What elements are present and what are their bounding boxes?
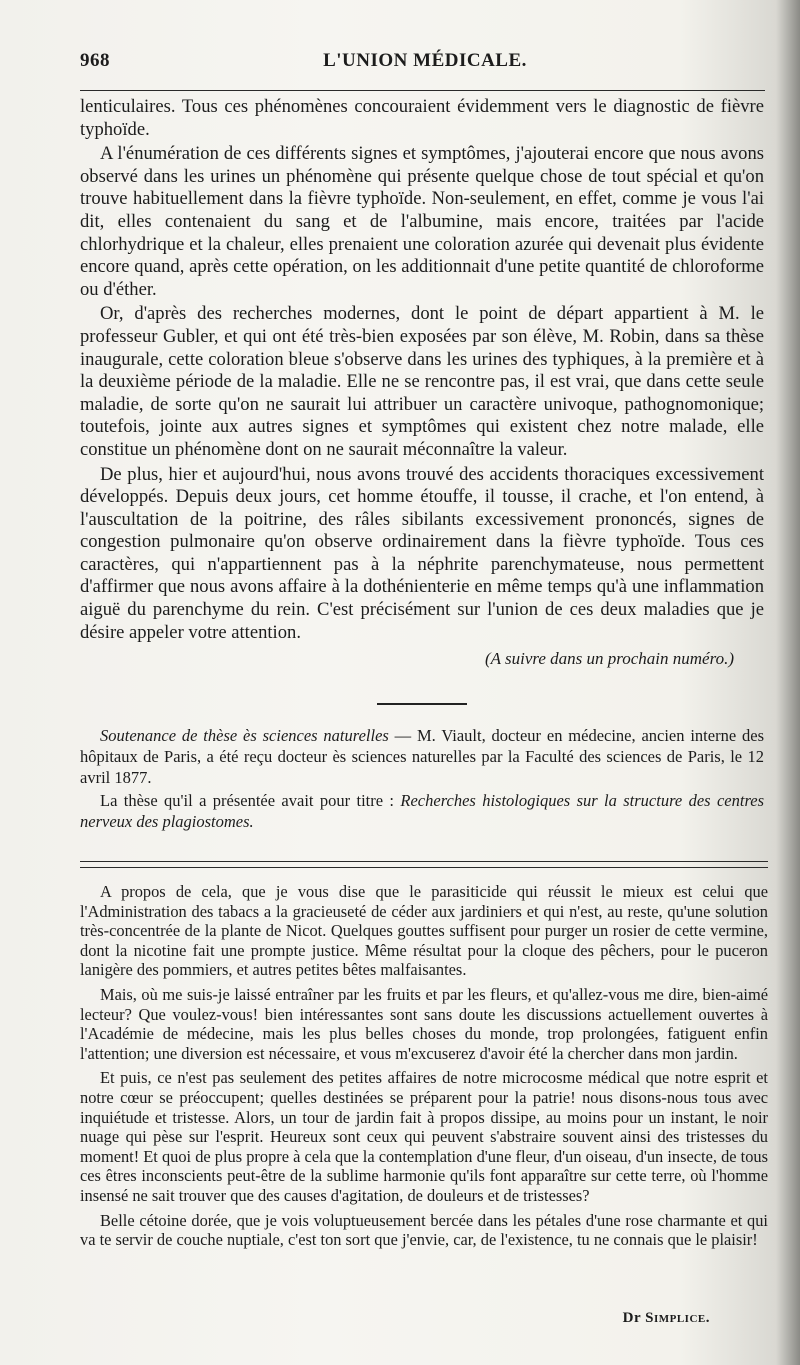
notice-paragraph [80,725,764,788]
feuilleton-paragraph: Belle cétoine dorée, que je vois voluptueusement bercée dans les pétales d'une rose charmante et qui va te servir de couche nuptiale, c'est ton sort que j'envie, car, de l'existence, tu ne connais que le plaisir! [80,1210,768,1250]
article-paragraph: A l'énumération de ces différents signes et symptômes, j'ajouterai encore que nous avons observé dans les urines un phénomène qui présente quelque chose de tout spécial et qu'on trouve habituellement dans la fièvre typhoïde. Non-seulement, en effet, comme je vous l'ai dit, elles contenaient du sang et de l'albumine, mais encore, traitées par l'acide chlorhydrique et la chaleur, elles prenaient une coloration azurée qui devenait plus évidente encore quand, après cette opération, on les additionnait d'une petite quantité de chloroforme ou d'éther. [80,143,764,300]
article-paragraph: lenticulaires. Tous ces phénomènes concouraient évidemment vers le diagnostic de fièvre typhoïde. [80,96,764,140]
header-rule [80,90,765,91]
thesis-intro: La thèse qu'il a présentée avait pour titre : [100,790,401,810]
page-number: 968 [80,50,110,71]
article-paragraph: De plus, hier et aujourd'hui, nous avons trouvé des accidents thoraciques excessivement développés. Depuis deux jours, cet homme étouffe, il tousse, il crache, et l'on entend, à l'auscultation de la poitrine, des râles sibilants excessivement prononcés, signes de congestion pulmonaire qu'on observe ordinairement dans la fièvre typhoïde. Tous ces caractères, qui n'appartiennent pas à la néphrite parenchymateuse, nous permettent d'affirmer que nous avons affaire à la dothénienterie en même temps qu'à une inflammation aiguë du parenchyme du rein. C'est précisément sur l'union de ces deux maladies que je désire appeler votre attention. [80,463,764,643]
running-title: L'UNION MÉDICALE. [323,50,527,71]
to-be-continued-note: (A suivre dans un prochain numéro.) [485,649,734,669]
article-body [80,96,764,832]
signature-name: Simplice. [645,1310,710,1326]
article-paragraph: Or, d'après des recherches modernes, dont le point de départ appartient à M. le professeur Gubler, et qui ont été très-bien exposées par son élève, M. Robin, dans sa thèse inaugurale, cette coloration bleue s'observe dans les urines des typhiques, à la première et à la deuxième période de la maladie. Elle ne se rencontre pas, il est vrai, que dans cette seule maladie, de sorte qu'on ne saurait lui attribuer un caractère univoque, pathognomonique; toutefois, jointe aux autres signes et symptômes qui existent chez notre malade, elle constitue un phénomène dont on ne saurait méconnaître la valeur. [80,303,764,460]
feuilleton-paragraph: Mais, où me suis-je laissé entraîner par les fruits et par les fleurs, et qu'allez-vous me dire, bien-aimé lecteur? Que voulez-vous! bien intéressantes sont sans doute les discussions actuellement ouvertes à l'Académie de médecine, mais les plus belles choses du monde, trop prolongées, fatiguent enfin l'attention; une diversion est nécessaire, et vous m'excuserez d'avoir été la chercher dans mon jardin. [80,984,768,1063]
section-divider [377,703,467,705]
signature-prefix: Dr [622,1310,641,1326]
notice-thesis-paragraph [80,790,764,832]
feuilleton-paragraph: A propos de cela, que je vous dise que le parasiticide qui réussit le mieux est celui que l'Administration des tabacs a la gracieuseté de céder aux jardiniers et qui n'est, au reste, qu'une solution très-concentrée de la plante de Nicot. Quelques gouttes suffisent pour purger un rosier de cette vermine, dont la nicotine fait une prompte justice. Même résultat pour la cloque des pêchers, pour le puceron lanigère des pommiers, et autres petites bêtes malfaisantes. [80,882,768,980]
notice-text: — M. Viault, docteur en médecine, ancien interne des hôpitaux de Paris, a été reçu docteur ès sciences naturelles par la Faculté des sciences de Paris, le 12 avril 1877. [80,725,764,787]
notice-lead: Soutenance de thèse ès sciences naturelles [100,725,389,745]
feuilleton-paragraph: Et puis, ce n'est pas seulement des petites affaires de notre microcosme médical que notre esprit et notre cœur se préoccupent; quelles destinées se préparent pour la patrie! nous disons-nous tous avec inquiétude et tristesse. Alors, un tour de jardin fait à propos dissipe, au moins pour un instant, le noir nuage qui pèse sur l'esprit. Heureux sont ceux qui peuvent s'abstraire souvent ainsi des tristesses du moment! Et quoi de plus propre à cela que la contemplation d'une fleur, d'un oiseau, d'un insecte, de tous ces êtres inconscients peut-être de la sublime harmonie qu'ils font apparaître sur cette terre, où l'homme insensé ne sait trouver que des causes d'agitation, de douleurs et de tristesses? [80,1068,768,1205]
author-signature [560,1310,710,1327]
feuilleton-body [80,882,768,1250]
thesis-title: Recherches histologiques sur la structure des centres nerveux des plagiostomes. [80,790,765,831]
page-header [80,50,770,80]
thesis-notice [80,725,764,832]
feuilleton-divider [80,861,768,868]
